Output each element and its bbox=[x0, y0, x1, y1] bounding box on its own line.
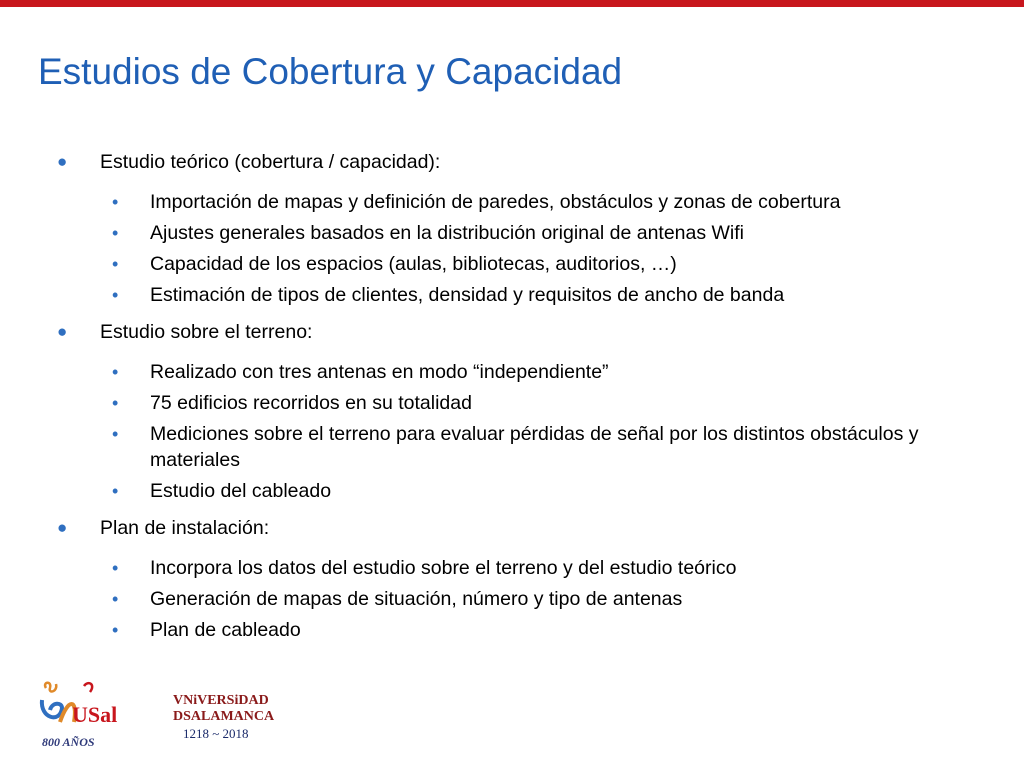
bullet-dot-icon: • bbox=[112, 393, 119, 413]
bullet-dot-icon: • bbox=[112, 254, 119, 274]
list-item: • Mediciones sobre el terreno para evaluar pérdidas de señal por los distintos obstáculos y materiales bbox=[112, 423, 919, 471]
round-bullet-icon: ● bbox=[57, 322, 68, 341]
list-item: • Importación de mapas y definición de paredes, obstáculos y zonas de cobertura bbox=[112, 191, 841, 213]
sub-list bbox=[0, 359, 1024, 504]
list-item: • 75 edificios recorridos en su totalidad bbox=[112, 392, 472, 414]
slide-content bbox=[0, 150, 1024, 643]
section-heading-text: Plan de instalación: bbox=[100, 517, 270, 539]
bullet-dot-icon: • bbox=[112, 192, 119, 212]
section-estudio-terreno bbox=[0, 320, 1024, 504]
universidad-text: VNiVERSiDAD bbox=[173, 693, 269, 708]
bullet-dot-icon: • bbox=[112, 558, 119, 578]
years-text: 1218 ~ 2018 bbox=[183, 726, 249, 741]
list-item: • Generación de mapas de situación, número y tipo de antenas bbox=[112, 588, 683, 610]
bullet-dot-icon: • bbox=[112, 620, 119, 640]
universidad-salamanca-logo bbox=[173, 693, 275, 741]
section-heading bbox=[0, 150, 1024, 174]
section-heading bbox=[0, 516, 1024, 540]
bullet-dot-icon: • bbox=[112, 285, 119, 305]
list-item: • Realizado con tres antenas en modo “independiente” bbox=[112, 361, 609, 383]
round-bullet-icon: ● bbox=[57, 518, 68, 537]
section-heading-text: Estudio sobre el terreno: bbox=[100, 321, 313, 343]
usal-logo-text: USal bbox=[72, 702, 118, 727]
salamanca-text: DSALAMANCA bbox=[173, 709, 275, 724]
round-bullet-icon: ● bbox=[57, 152, 68, 171]
usal-800-logo bbox=[42, 683, 117, 749]
sub-list bbox=[0, 555, 1024, 643]
section-plan-instalacion bbox=[0, 516, 1024, 643]
list-item: • Incorpora los datos del estudio sobre el terreno y del estudio teórico bbox=[112, 557, 737, 579]
usal-800-years-text: 800 AÑOS bbox=[42, 735, 95, 749]
bullet-dot-icon: • bbox=[112, 362, 119, 382]
section-estudio-teorico bbox=[0, 150, 1024, 308]
bullet-dot-icon: • bbox=[112, 424, 119, 444]
university-logos bbox=[38, 678, 278, 758]
bullet-dot-icon: • bbox=[112, 481, 119, 501]
list-item: • Estudio del cableado bbox=[112, 480, 332, 502]
list-item: • Estimación de tipos de clientes, densidad y requisitos de ancho de banda bbox=[112, 284, 785, 306]
list-item: • Capacidad de los espacios (aulas, bibliotecas, auditorios, …) bbox=[112, 253, 677, 275]
section-heading bbox=[0, 320, 1024, 344]
top-accent-bar bbox=[0, 0, 1024, 7]
footer-logos bbox=[38, 678, 278, 758]
slide-title: Estudios de Cobertura y Capacidad bbox=[38, 51, 623, 92]
sub-list bbox=[0, 189, 1024, 308]
bullet-dot-icon: • bbox=[112, 223, 119, 243]
bullet-dot-icon: • bbox=[112, 589, 119, 609]
section-heading-text: Estudio teórico (cobertura / capacidad): bbox=[100, 151, 441, 173]
list-item: • Plan de cableado bbox=[112, 619, 301, 641]
list-item: • Ajustes generales basados en la distribución original de antenas Wifi bbox=[112, 222, 745, 244]
